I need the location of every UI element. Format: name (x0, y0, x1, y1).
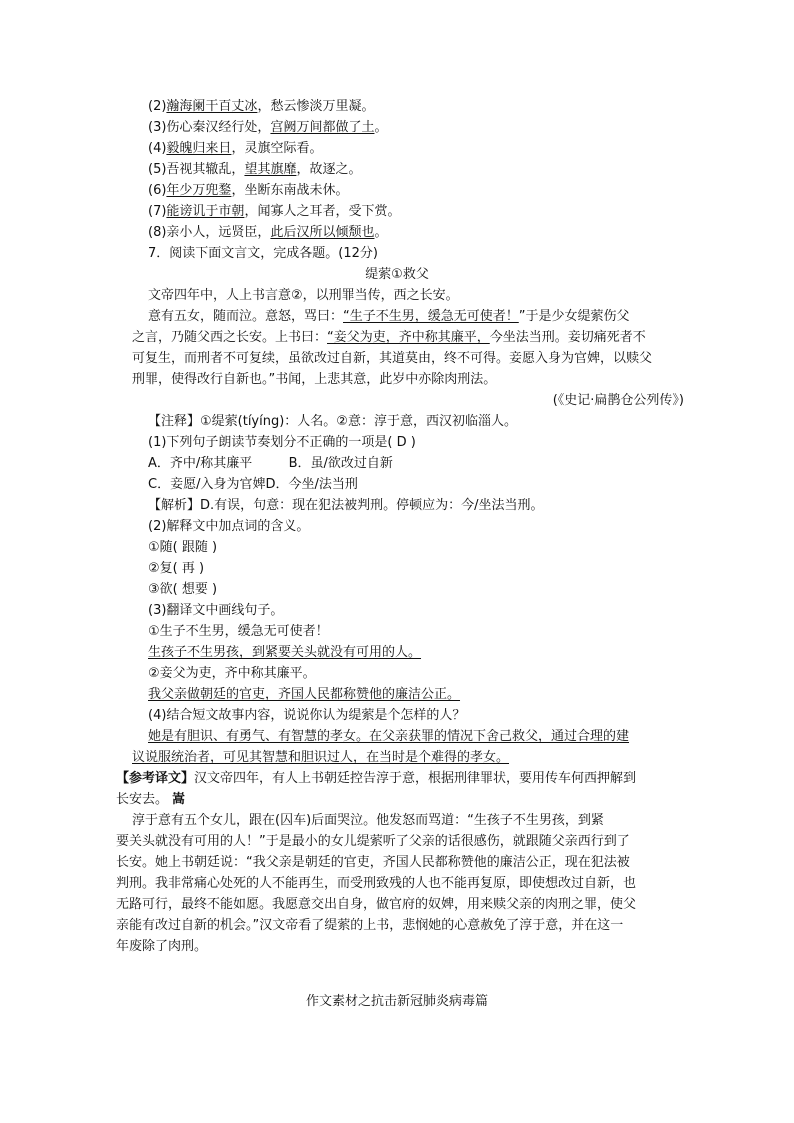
q1-options-cd (148, 476, 358, 494)
q3-stem: (3)翻译文中画线句子。 (148, 603, 284, 618)
q3-sentence: ②妾父为吏，齐中称其廉平。 (148, 666, 316, 681)
q1-analysis: 【解析】D.有误，句意：现在犯法被判刑。停顿应为：今/坐法当刑。 (148, 498, 544, 513)
translation-line: 淳于意有五个女儿，跟在(囚车)后面哭泣。他发怒而骂道：“生孩子不生男孩，到紧 (132, 813, 604, 828)
footer-title: 作文素材之抗击新冠肺炎病毒篇 (305, 994, 488, 1009)
passage-title: 缇萦①救父 (365, 267, 429, 282)
fill-item: (3)伤心秦汉经行处，宫阙万间都做了土。 (148, 120, 388, 135)
stray-mark: 嵩 (172, 792, 186, 807)
passage-line: 文帝四年中，人上书言意②，以刑罪当传，西之长安。 (148, 288, 459, 303)
question-heading: 7．阅读下面文言文，完成各题。(12分) (148, 246, 378, 261)
q1-option-d: D．今坐/法当刑 (265, 477, 358, 492)
translation-line: 要关头就没有可用的人！”于是最小的女儿缇萦听了父亲的话很感伤，就跟随父亲西行到了 (116, 834, 630, 849)
q3-answer: 生孩子不生男孩，到紧要关头就没有可用的人。 (148, 645, 422, 660)
passage-line: 之言，乃随父西之长安。上书曰：“妾父为吏，齐中称其廉平，今坐法当刑。妾切痛死者不 (132, 330, 646, 345)
translation-line: 判刑。我非常痛心处死的人不能再生，而受刑致残的人也不能再复原，即使想改过自新，也 (116, 876, 637, 891)
notes: 【注释】①缇萦(tíyíng)：人名。②意：淳于意，西汉初临淄人。 (148, 414, 517, 429)
translation-line: 【参考译文】汉文帝四年，有人上书朝廷控告淳于意，根据刑律罪状，要用传车何西押解到 (116, 771, 637, 786)
fill-item: (6)年少万兜鍪，坐断东南战未休。 (148, 183, 349, 198)
passage-line: 意有五女，随而泣。意怒，骂曰：“生子不生男，缓急无可使者！”于是少女缇萦伤父 (148, 309, 630, 324)
q1-options-ab (148, 455, 393, 473)
translation-label: 【参考译文】 (116, 771, 195, 786)
q4-answer: 议说服统治者，可见其智慧和胆识过人，在当时是个难得的孝女。 (132, 750, 510, 765)
translation-line: 无路可行，最终不能如愿。我愿意交出自身，做官府的奴婢，用来赎父亲的肉刑之罪，使父 (116, 897, 637, 912)
q1-option-c: C．妾愿/入身为官婢 (148, 477, 266, 492)
fill-item: (2)瀚海阑干百丈冰，愁云惨淡万里凝。 (148, 99, 375, 114)
q1-option-b: B．虽/欲改过自新 (288, 456, 393, 471)
q2-stem: (2)解释文中加点词的含义。 (148, 519, 310, 534)
translation-line: 长安去。 嵩 (116, 792, 186, 807)
q4-stem: (4)结合短文故事内容，说说你认为缇萦是个怎样的人？ (148, 708, 466, 723)
fill-item: (5)吾视其辙乱，望其旗靡，故逐之。 (148, 162, 362, 177)
q2-item: ②复( 再 ) (148, 561, 205, 576)
fill-item: (8)亲小人，远贤臣，此后汉所以倾颓也。 (148, 225, 388, 240)
q2-item: ③欲( 想要 ) (148, 582, 218, 597)
fill-item: (7)能谤讥于市朝，闻寡人之耳者，受下赏。 (148, 204, 401, 219)
fill-item: (4)毅魄归来日，灵旗空际看。 (148, 141, 323, 156)
q1-option-a: A．齐中/称其廉平 (148, 456, 253, 471)
q2-item: ①随( 跟随 ) (148, 540, 218, 555)
q4-answer: 她是有胆识、有勇气、有智慧的孝女。在父亲获罪的情况下舍己救父，通过合理的建 (148, 729, 630, 744)
translation-line: 年废除了肉刑。 (116, 939, 208, 954)
translation-line: 亲能有改过自新的机会。”汉文帝看了缇萦的上书，悲悯她的心意赦免了淳于意，并在这一 (116, 918, 624, 933)
q3-answer: 我父亲做朝廷的官吏，齐国人民都称赞他的廉洁公正。 (148, 687, 461, 702)
passage-line: 可复生，而刑者不可复续，虽欲改过自新，其道莫由，终不可得。妾愿入身为官婢，以赎父 (132, 351, 653, 366)
q3-sentence: ①生子不生男，缓急无可使者！ (148, 624, 329, 639)
translation-line: 长安。她上书朝廷说：“我父亲是朝廷的官吏，齐国人民都称赞他的廉洁公正，现在犯法被 (116, 855, 630, 870)
passage-line: 刑罪，使得改行自新也。”书闻，上悲其意，此岁中亦除肉刑法。 (132, 372, 497, 387)
passage-source: (《史记·扁鹊仓公列传》) (552, 393, 684, 408)
q1-stem: (1)下列句子朗读节奏划分不正确的一项是( D ) (148, 435, 416, 450)
